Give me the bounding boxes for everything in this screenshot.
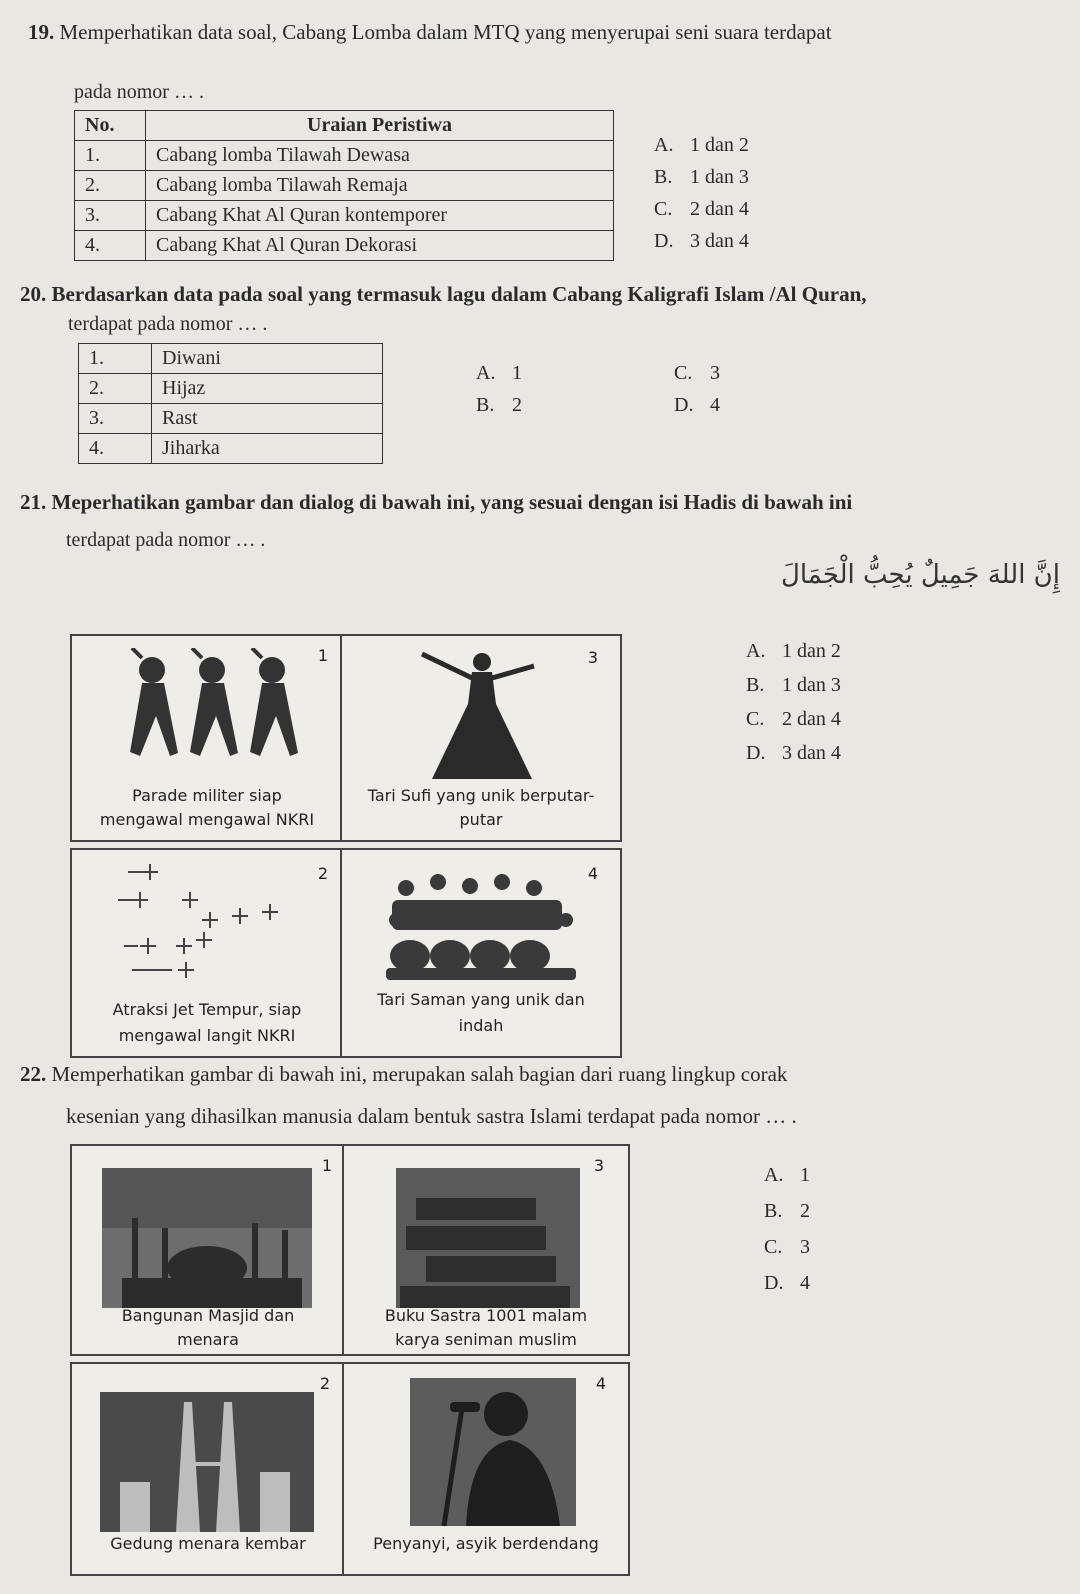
option-text: 1	[800, 1164, 810, 1186]
cell-desc: Hijaz	[152, 374, 383, 404]
panel-caption: putar	[459, 810, 503, 829]
q19-option-d[interactable]	[654, 230, 749, 253]
cell-no: 1.	[79, 344, 152, 374]
cell-desc: Rast	[152, 404, 383, 434]
option-letter: A.	[764, 1164, 784, 1186]
panel-caption: Buku Sastra 1001 malam	[384, 1306, 588, 1325]
option-letter: C.	[764, 1236, 783, 1258]
q19-option-a[interactable]	[654, 134, 749, 157]
question-19	[28, 18, 1058, 46]
books-photo	[396, 1168, 580, 1308]
cell-desc: Jiharka	[152, 434, 383, 464]
q22-option-b[interactable]	[764, 1200, 810, 1223]
option-text: 3	[800, 1236, 810, 1258]
option-text: 2 dan 4	[782, 708, 841, 730]
table-row	[79, 404, 383, 434]
option-text: 4	[800, 1272, 810, 1294]
option-text: 1 dan 3	[782, 674, 841, 696]
option-letter: D.	[654, 230, 674, 252]
q20-option-c[interactable]	[674, 362, 720, 385]
question-22-line2: kesenian yang dihasilkan manusia dalam bentuk sastra Islami terdapat pada nomor … .	[66, 1104, 797, 1128]
q20-option-b[interactable]	[476, 394, 522, 417]
question-number: 20.	[20, 282, 47, 306]
panel-caption: Bangunan Masjid dan	[121, 1306, 295, 1325]
panel-number: 1	[321, 1156, 332, 1175]
q22-option-a[interactable]	[764, 1164, 810, 1187]
cell-desc: Cabang lomba Tilawah Dewasa	[146, 141, 614, 171]
q22-option-d[interactable]	[764, 1272, 810, 1295]
option-text: 1 dan 2	[690, 134, 749, 156]
q22-panel-1	[70, 1144, 346, 1356]
option-letter: A.	[654, 134, 674, 156]
panel-number: 1	[317, 646, 328, 665]
option-letter: A.	[476, 362, 496, 384]
q21-panel-4	[340, 848, 622, 1058]
cell-no: 2.	[75, 171, 146, 201]
q21-panel-1	[70, 634, 344, 842]
option-text: 4	[710, 394, 720, 416]
table-row	[75, 141, 614, 171]
jet-formation-illustration	[112, 860, 312, 980]
q21-panel-2	[70, 848, 344, 1058]
option-letter: A.	[746, 640, 766, 662]
q22-panel-4	[342, 1362, 630, 1576]
q22-panel-2	[70, 1362, 346, 1576]
saman-dance-illustration	[366, 860, 596, 990]
q19-table	[74, 110, 614, 261]
table-row	[75, 171, 614, 201]
cell-no: 4.	[79, 434, 152, 464]
panel-caption: Atraksi Jet Tempur, siap	[112, 1000, 302, 1019]
option-text: 1 dan 2	[782, 640, 841, 662]
panel-number: 3	[587, 648, 598, 667]
sufi-dancer-illustration	[412, 644, 552, 784]
option-letter: D.	[746, 742, 766, 764]
panel-caption: Penyanyi, asyik berdendang	[373, 1534, 599, 1553]
option-text: 2 dan 4	[690, 198, 749, 220]
panel-caption: mengawal langit NKRI	[118, 1026, 296, 1045]
panel-caption: mengawal mengawal NKRI	[99, 810, 315, 829]
panel-number: 2	[319, 1374, 330, 1393]
q19-option-b[interactable]	[654, 166, 749, 189]
cell-no: 2.	[79, 374, 152, 404]
question-text: Memperhatikan data soal, Cabang Lomba dalam MTQ yang menyerupai seni suara terdapat	[59, 20, 832, 44]
q19-option-c[interactable]	[654, 198, 749, 221]
question-21	[20, 488, 1060, 516]
singer-photo	[410, 1378, 576, 1526]
cell-no: 3.	[75, 201, 146, 231]
panel-caption: Parade militer siap	[132, 786, 282, 805]
question-20-line2: terdapat pada nomor … .	[68, 313, 268, 335]
table-row	[79, 374, 383, 404]
cell-desc: Cabang Khat Al Quran kontemporer	[146, 201, 614, 231]
cell-no: 4.	[75, 231, 146, 261]
soldiers-illustration	[112, 648, 332, 778]
option-letter: B.	[746, 674, 765, 696]
q21-option-a[interactable]	[746, 640, 841, 663]
panel-caption: Tari Sufi yang unik berputar-	[367, 786, 595, 805]
cell-desc: Cabang lomba Tilawah Remaja	[146, 171, 614, 201]
panel-caption: indah	[458, 1016, 504, 1035]
table-row	[79, 344, 383, 374]
twin-towers-photo	[100, 1392, 314, 1532]
question-22	[20, 1060, 1070, 1088]
option-letter: C.	[746, 708, 765, 730]
table-header-no: No.	[75, 111, 146, 141]
option-letter: D.	[674, 394, 694, 416]
option-letter: B.	[764, 1200, 783, 1222]
panel-number: 3	[593, 1156, 604, 1175]
option-letter: C.	[674, 362, 693, 384]
q20-option-d[interactable]	[674, 394, 720, 417]
option-text: 3	[710, 362, 720, 384]
panel-caption: Gedung menara kembar	[110, 1534, 306, 1553]
panel-caption: Tari Saman yang unik dan	[377, 990, 585, 1009]
question-number: 22.	[20, 1062, 47, 1086]
option-letter: D.	[764, 1272, 784, 1294]
cell-desc: Diwani	[152, 344, 383, 374]
table-header-desc: Uraian Peristiwa	[146, 111, 614, 141]
q21-option-b[interactable]	[746, 674, 841, 697]
table-row	[75, 231, 614, 261]
panel-caption: menara	[177, 1330, 239, 1349]
option-letter: B.	[654, 166, 673, 188]
mosque-photo	[102, 1168, 312, 1308]
q20-option-a[interactable]	[476, 362, 522, 385]
option-text: 3 dan 4	[782, 742, 841, 764]
question-19-line2: pada nomor … .	[74, 81, 204, 103]
q22-option-c[interactable]	[764, 1236, 810, 1259]
table-row	[79, 434, 383, 464]
option-letter: B.	[476, 394, 495, 416]
panel-caption: karya seniman muslim	[395, 1330, 577, 1349]
q22-panel-3	[342, 1144, 630, 1356]
panel-number: 2	[317, 864, 328, 883]
question-text: Berdasarkan data pada soal yang termasuk lagu dalam Cabang Kaligrafi Islam /Al Quran,	[51, 282, 867, 306]
q20-table	[78, 343, 383, 464]
question-text: Meperhatikan gambar dan dialog di bawah ini, yang sesuai dengan isi Hadis di bawah ini	[51, 490, 853, 514]
cell-desc: Cabang Khat Al Quran Dekorasi	[146, 231, 614, 261]
question-number: 19.	[28, 20, 55, 44]
option-letter: C.	[654, 198, 673, 220]
option-text: 2	[512, 394, 522, 416]
option-text: 1 dan 3	[690, 166, 749, 188]
table-row	[75, 201, 614, 231]
option-text: 2	[800, 1200, 810, 1222]
hadith-arabic: إِنَّ اللهَ جَمِيلٌ يُحِبُّ الْجَمَالَ	[780, 560, 1060, 590]
question-text: Memperhatikan gambar di bawah ini, merupakan salah bagian dari ruang lingkup corak	[51, 1062, 788, 1086]
q21-panel-3	[340, 634, 622, 842]
cell-no: 1.	[75, 141, 146, 171]
cell-no: 3.	[79, 404, 152, 434]
option-text: 1	[512, 362, 522, 384]
panel-number: 4	[587, 864, 598, 883]
q21-option-c[interactable]	[746, 708, 841, 731]
question-21-line2: terdapat pada nomor … .	[66, 529, 266, 551]
question-20	[20, 280, 1060, 308]
option-text: 3 dan 4	[690, 230, 749, 252]
q21-option-d[interactable]	[746, 742, 841, 765]
question-number: 21.	[20, 490, 47, 514]
panel-number: 4	[595, 1374, 606, 1393]
